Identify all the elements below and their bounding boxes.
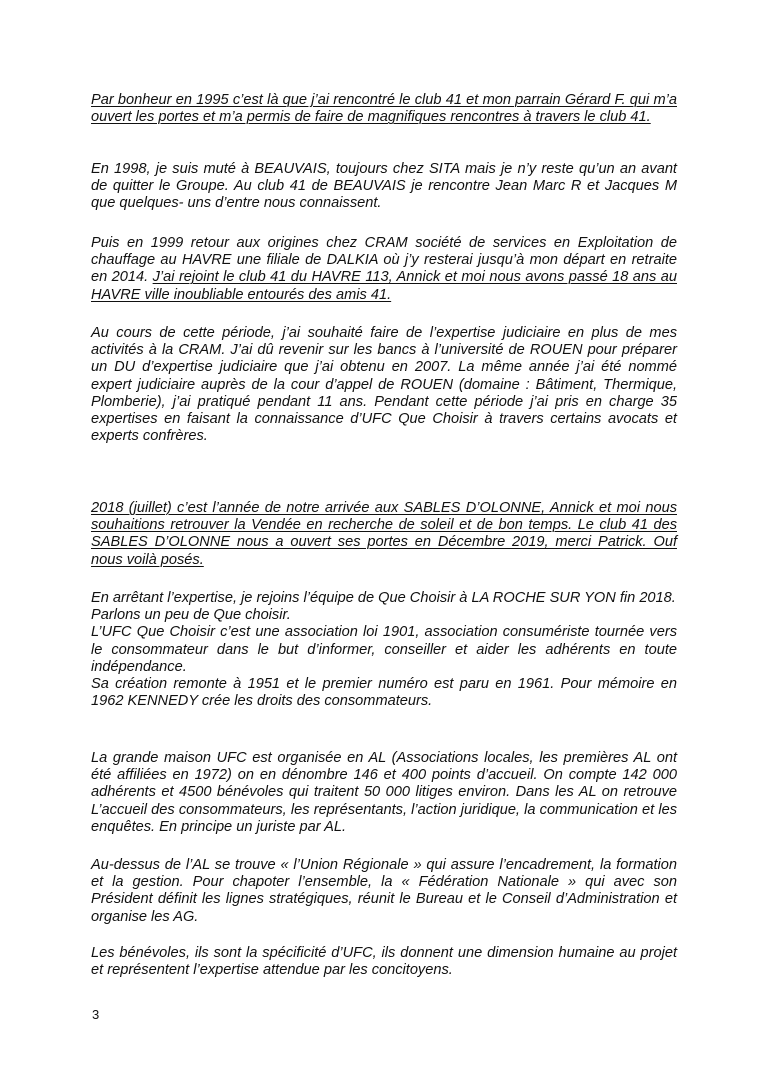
- paragraph-benevoles: Les bénévoles, ils sont la spécificité d’UFC, ils donnent une dimension humaine au projet et représentent l’expertise attendue par les concitoyens.: [91, 945, 677, 979]
- underlined-text: Par bonheur en 1995 c’est là que j’ai rencontré le club 41 et mon parrain Gérard F. qui m’a ouvert les portes et m’a permis de faire de magnifiques rencontres à travers le club 41.: [91, 92, 677, 126]
- page-number: 3: [92, 1007, 100, 1022]
- paragraph-expertise-judiciaire: Au cours de cette période, j’ai souhaité faire de l’expertise judiciaire en plus de mes activités à la CRAM. J’ai dû revenir sur les bancs à l’université de ROUEN pour préparer un DU d’expertise judiciaire que j’ai obtenu en 2007. La même année j’ai été nommé expert judiciaire auprès de la cour d’appel de ROUEN (domaine : Bâtiment, Thermique, Plomberie), j’ai pratiqué pendant 11 ans. Pendant cette période j’ai pris en charge 35 expertises en faisant la connaissance d’UFC Que Choisir à travers certains avocats et experts confrères.: [91, 325, 677, 445]
- paragraph-que-choisir-intro: [91, 590, 677, 710]
- text-line: L’UFC Que Choisir c’est une association loi 1901, association consumériste tournée vers le consommateur dans le but d’informer, conseiller et aider les adhérents en toute indépendance.: [91, 624, 677, 675]
- underlined-text: 2018 (juillet) c’est l’année de notre arrivée aux SABLES D’OLONNE, Annick et moi nous souhaitions retrouver la Vendée en recherche de soleil et de bon temps. Le club 41 des SABLES D’OLONNE nous a ouvert ses portes en Décembre 2019, merci Patrick. Ouf nous voilà posés.: [91, 500, 677, 568]
- paragraph-havre-1999: [91, 235, 677, 304]
- text-line: Parlons un peu de Que choisir.: [91, 607, 291, 624]
- text-line: En arrêtant l’expertise, je rejoins l’équipe de Que Choisir à LA ROCHE SUR YON fin 2018.: [91, 590, 676, 606]
- paragraph-organisation-ufc: La grande maison UFC est organisée en AL (Associations locales, les premières AL ont été affiliées en 1972) on en dénombre 146 et 400 points d’accueil. On compte 142 000 adhérents et 4500 bénévoles qui traitent 50 000 litiges environ. Dans les AL on retrouve L’accueil des consommateurs, les représentants, l’action juridique, la communication et les enquêtes. En principe un juriste par AL.: [91, 750, 677, 835]
- paragraph-club-41-1995: [91, 92, 677, 126]
- paragraph-beauvais-1998: En 1998, je suis muté à BEAUVAIS, toujours chez SITA mais je n’y reste qu’un an avant de quitter le Groupe. Au club 41 de BEAUVAIS je rencontre Jean Marc R et Jacques M que quelques- uns d’entre nous connaissent.: [91, 161, 677, 212]
- underlined-text: J’ai rejoint le club 41 du HAVRE 113, Annick et moi nous avons passé 18 ans au HAVRE ville inoubliable entourés des amis 41.: [91, 269, 677, 303]
- paragraph-union-regionale: Au-dessus de l’AL se trouve « l’Union Régionale » qui assure l’encadrement, la formation et la gestion. Pour chapoter l’ensemble, la « Fédération Nationale » qui avec son Président définit les lignes stratégiques, réunit le Bureau et le Conseil d’Administration et organise les AG.: [91, 857, 677, 925]
- paragraph-text: Puis en 1999 retour aux origines chez CRAM société de services en Exploitation de chauffage au HAVRE une filiale de DALKIA où j’y resterai jusqu’à mon départ en retraite en 2014.: [91, 235, 677, 286]
- text-line: Sa création remonte à 1951 et le premier numéro est paru en 1961. Pour mémoire en 1962 KENNEDY crée les droits des consommateurs.: [91, 676, 677, 710]
- paragraph-sables-dolonne: [91, 500, 677, 569]
